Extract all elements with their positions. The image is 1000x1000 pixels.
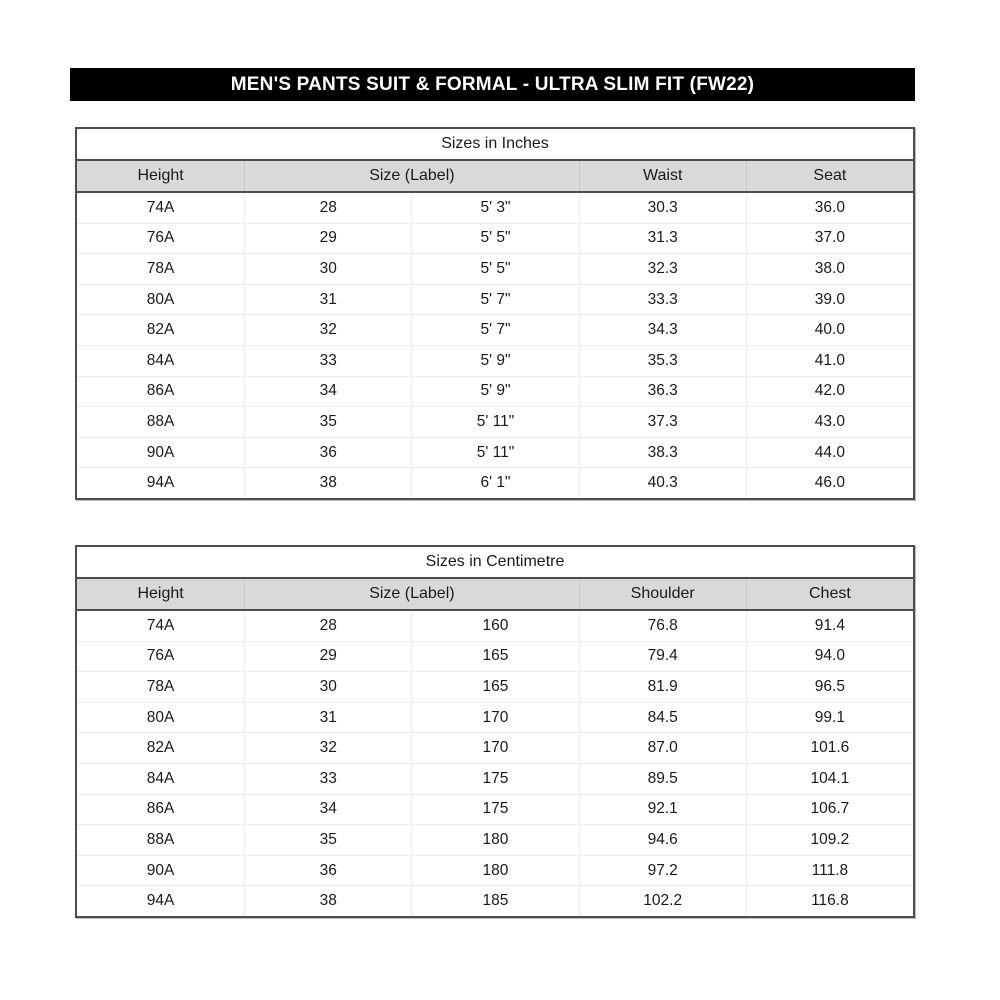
table-cell: 28 — [244, 193, 411, 223]
table-cell: 86A — [146, 382, 175, 400]
table-cell: 33 — [244, 764, 411, 794]
table-cell: 94A — [146, 474, 175, 492]
table-cell: 101.6 — [746, 733, 913, 763]
table-row — [77, 438, 913, 469]
centimetre-size-table — [75, 545, 915, 918]
table-cell: 88A — [146, 412, 175, 430]
table-cell: 160 — [411, 611, 578, 641]
title-banner — [70, 68, 915, 101]
table-cell: 39.0 — [746, 285, 913, 315]
table-cell: 97.2 — [579, 856, 746, 886]
table-cell: 104.1 — [746, 764, 913, 794]
table-row — [77, 703, 913, 734]
table-cell: 106.7 — [746, 795, 913, 825]
table-cell: 90A — [146, 443, 175, 461]
table-cell: 84.5 — [579, 703, 746, 733]
table-cell: 38 — [244, 468, 411, 498]
table-cell: 90A — [146, 861, 175, 879]
table-cell: 89.5 — [579, 764, 746, 794]
header-shoulder: Shoulder — [579, 579, 746, 609]
header-height: Height — [137, 167, 184, 184]
table-row — [77, 254, 913, 285]
table-cell: 94.6 — [579, 825, 746, 855]
table-row — [77, 611, 913, 642]
table-cell: 44.0 — [746, 438, 913, 468]
table-cell: 5' 3" — [411, 193, 578, 223]
table-cell: 5' 5" — [411, 224, 578, 254]
inches-size-table — [75, 127, 915, 500]
header-waist: Waist — [579, 161, 746, 191]
table-cell: 180 — [411, 856, 578, 886]
table-cell: 37.3 — [579, 407, 746, 437]
table-row — [77, 315, 913, 346]
table-row — [77, 285, 913, 316]
table-cell: 111.8 — [746, 856, 913, 886]
table-cell: 99.1 — [746, 703, 913, 733]
table-cell: 31 — [244, 703, 411, 733]
table-cell: 74A — [146, 198, 175, 216]
table-row — [77, 795, 913, 826]
table-cell: 46.0 — [746, 468, 913, 498]
table-cell: 5' 11" — [411, 438, 578, 468]
table-cell: 40.3 — [579, 468, 746, 498]
table-cell: 41.0 — [746, 346, 913, 376]
table-cell: 76.8 — [579, 611, 746, 641]
centimetre-table-body — [77, 611, 913, 916]
table-cell: 36 — [244, 438, 411, 468]
header-chest: Chest — [746, 579, 913, 609]
inches-table-body — [77, 193, 913, 498]
table-cell: 180 — [411, 825, 578, 855]
table-cell: 88A — [146, 830, 175, 848]
table-cell: 165 — [411, 672, 578, 702]
table-cell: 36 — [244, 856, 411, 886]
table-cell: 35 — [244, 825, 411, 855]
table-cell: 82A — [146, 739, 175, 757]
inches-table-header-row — [77, 161, 913, 193]
table-cell: 94A — [146, 892, 175, 910]
table-cell: 86A — [146, 800, 175, 818]
table-cell: 91.4 — [746, 611, 913, 641]
table-row — [77, 886, 913, 916]
table-cell: 81.9 — [579, 672, 746, 702]
table-cell: 38 — [244, 886, 411, 916]
table-cell: 102.2 — [579, 886, 746, 916]
table-cell: 32 — [244, 733, 411, 763]
table-cell: 31 — [244, 285, 411, 315]
table-row — [77, 377, 913, 408]
table-cell: 38.0 — [746, 254, 913, 284]
table-cell: 94.0 — [746, 642, 913, 672]
table-cell: 6' 1" — [411, 468, 578, 498]
table-cell: 175 — [411, 764, 578, 794]
table-cell: 74A — [146, 616, 175, 634]
table-cell: 30 — [244, 672, 411, 702]
table-cell: 5' 7" — [411, 315, 578, 345]
table-cell: 116.8 — [746, 886, 913, 916]
header-height: Height — [137, 585, 184, 602]
table-cell: 36.0 — [746, 193, 913, 223]
table-cell: 84A — [146, 351, 175, 369]
table-cell: 170 — [411, 703, 578, 733]
inches-table-title: Sizes in Inches — [77, 129, 913, 161]
table-cell: 5' 11" — [411, 407, 578, 437]
header-size-label: Size (Label) — [244, 579, 578, 609]
table-cell: 78A — [146, 677, 175, 695]
table-cell: 29 — [244, 642, 411, 672]
table-cell: 38.3 — [579, 438, 746, 468]
table-cell: 80A — [146, 708, 175, 726]
table-cell: 35 — [244, 407, 411, 437]
table-row — [77, 856, 913, 887]
table-cell: 32.3 — [579, 254, 746, 284]
table-cell: 32 — [244, 315, 411, 345]
table-cell: 76A — [146, 229, 175, 247]
table-cell: 84A — [146, 769, 175, 787]
table-row — [77, 642, 913, 673]
table-cell: 34 — [244, 377, 411, 407]
table-cell: 5' 9" — [411, 346, 578, 376]
table-row — [77, 825, 913, 856]
table-cell: 34 — [244, 795, 411, 825]
table-cell: 79.4 — [579, 642, 746, 672]
table-cell: 82A — [146, 321, 175, 339]
table-cell: 165 — [411, 642, 578, 672]
table-cell: 5' 9" — [411, 377, 578, 407]
table-row — [77, 193, 913, 224]
table-cell: 40.0 — [746, 315, 913, 345]
table-row — [77, 346, 913, 377]
centimetre-table-header-row — [77, 579, 913, 611]
table-cell: 109.2 — [746, 825, 913, 855]
table-cell: 170 — [411, 733, 578, 763]
table-cell: 35.3 — [579, 346, 746, 376]
table-row — [77, 733, 913, 764]
table-cell: 80A — [146, 290, 175, 308]
table-cell: 29 — [244, 224, 411, 254]
table-cell: 185 — [411, 886, 578, 916]
table-cell: 30.3 — [579, 193, 746, 223]
table-cell: 5' 5" — [411, 254, 578, 284]
table-cell: 34.3 — [579, 315, 746, 345]
page-title: MEN'S PANTS SUIT & FORMAL - ULTRA SLIM FIT (FW22) — [230, 73, 755, 95]
table-cell: 31.3 — [579, 224, 746, 254]
table-cell: 76A — [146, 647, 175, 665]
table-cell: 87.0 — [579, 733, 746, 763]
table-cell: 42.0 — [746, 377, 913, 407]
table-cell: 33.3 — [579, 285, 746, 315]
table-cell: 96.5 — [746, 672, 913, 702]
table-row — [77, 764, 913, 795]
table-row — [77, 672, 913, 703]
table-cell: 92.1 — [579, 795, 746, 825]
table-cell: 5' 7" — [411, 285, 578, 315]
table-row — [77, 224, 913, 255]
header-size-label: Size (Label) — [244, 161, 578, 191]
table-row — [77, 407, 913, 438]
table-row — [77, 468, 913, 498]
header-seat: Seat — [746, 161, 913, 191]
table-cell: 36.3 — [579, 377, 746, 407]
table-cell: 30 — [244, 254, 411, 284]
table-cell: 28 — [244, 611, 411, 641]
centimetre-table-title: Sizes in Centimetre — [77, 547, 913, 579]
table-cell: 37.0 — [746, 224, 913, 254]
table-cell: 33 — [244, 346, 411, 376]
table-cell: 175 — [411, 795, 578, 825]
table-cell: 78A — [146, 259, 175, 277]
table-cell: 43.0 — [746, 407, 913, 437]
